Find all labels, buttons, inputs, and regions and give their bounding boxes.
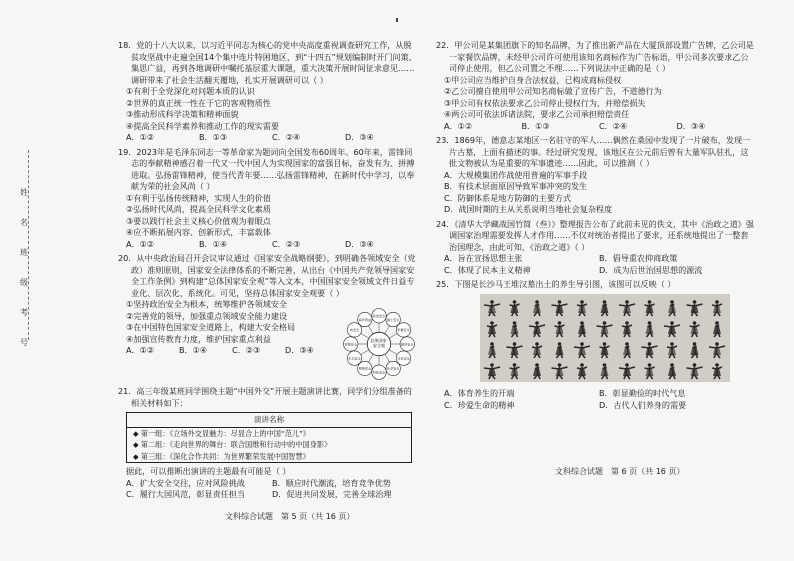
wheel-spoke	[360, 333, 368, 338]
option: ①甲公司应当维护自身合法权益，已构成商标侵权	[444, 74, 622, 85]
answer-choices	[436, 121, 754, 133]
wheel-segment-label: 生态安全	[348, 356, 361, 361]
choice[interactable]: B．彰显勤俭的时代气息	[599, 388, 686, 398]
wheel-center-label: 总体国家 安全观	[370, 338, 387, 348]
wheel-spoke	[385, 354, 390, 362]
choice[interactable]: A．①②	[444, 120, 473, 131]
option: ②完善党的领导，加强重点领域安全能力建设	[126, 310, 288, 321]
choice[interactable]: A．①②	[126, 132, 155, 142]
choice[interactable]: D．③④	[285, 345, 314, 355]
option[interactable]: C．防御体系是地方防御的主要方式	[444, 192, 572, 203]
choice[interactable]: A．体育养生的开端	[444, 388, 515, 398]
choice[interactable]: A．旨在宣扬思想主张	[444, 253, 523, 263]
question-stem: 24．《清华大学藏战国竹简（叁）》整理报告公布了此前未见的佚文，其中《治政之道》强调国家治理需要发挥人才作用……不仅对统治者提出了要求，还系统地提出了一整套治国理念，由此可知，《治政之道》（ ）	[436, 218, 754, 252]
choice[interactable]: D．③④	[345, 132, 374, 142]
answer-choices	[436, 253, 754, 276]
choice[interactable]: B．①③	[521, 120, 550, 131]
page-footer-left: 文科综合试题 第 5 页（共 16 页）	[225, 512, 355, 521]
answer-choices	[118, 345, 338, 357]
speech-table-header: 演讲名称	[127, 413, 411, 428]
wheel-segment-label: 文化安全	[397, 356, 410, 361]
choice[interactable]: A．扩大安全交往，应对风险挑战	[126, 477, 245, 488]
question-20	[118, 253, 418, 383]
wheel-spoke	[360, 350, 368, 355]
speech-table	[126, 412, 412, 463]
question-stem: 23．1869年，德意志某地区一名驻守的军人……偶然在桑园中发现了一片破布，发现一片古墓，上面有描述的事。经过研究发现，该地区在公元前后曾有大量军队驻扎，这批文物被认为是重要的军事遗迹……因此，可以推测（ ）	[436, 135, 751, 168]
option: ①有利于弘扬传统精神，实现人生的价值	[126, 192, 271, 203]
wheel-segment-label: 核安全	[349, 328, 360, 333]
choice[interactable]: D．③④	[345, 238, 374, 249]
option: ③推动形成科学决策和精神面貌	[126, 109, 239, 119]
page-left	[118, 40, 418, 504]
choice[interactable]: B．①④	[199, 238, 228, 249]
option: ②世界的真正统一性在于它的客观物质性	[126, 97, 271, 108]
option: ③要以践行社会主义核心价值观为着眼点	[126, 215, 271, 226]
wheel-spoke	[389, 333, 397, 338]
answer-choices	[436, 388, 754, 411]
choice[interactable]: B．①④	[179, 345, 208, 355]
answer-choices	[118, 478, 418, 501]
option[interactable]: B．有技术层面原因导致军事冲突的发生	[444, 181, 588, 191]
option: ②弘扬时代风尚，提高全民科学文化素质	[126, 204, 271, 214]
choice[interactable]: A．①②	[126, 345, 155, 355]
option: ①有利于全党深化对问题本质的认识	[126, 86, 255, 96]
question-stem: 22．甲公司是某集团旗下的知名品牌，为了推出新产品在大厦顶部设置广告牌，乙公司是一家餐饮品牌，未经甲公司许可使用该知名商标作为广告标语，甲公司多次要求乙公司停止使用，但乙公司置之不理……下列说法中正确的是（ ）	[436, 40, 754, 73]
question-stem: 20．从中央政治局召开会议审议通过《国家安全战略纲要》，到明确各领域安全（党政）准则原则，国家安全法律体系的不断完善，从出台《中国共产党领导国家安全工作条例》到构建“总体国家安全观”等入文本，中国国家安全领域文件日益专业化、层次化、系统化。可见，坚持总体国家安全观要（ ）	[118, 253, 416, 298]
wheel-segment-label: 资源安全	[344, 342, 357, 347]
speech-table-row: ◆ 第一组：《立场外交显魅力：尽显合上的中国“范儿”》	[133, 428, 310, 438]
option: ④提高全民科学素养和推动工作的现实需要	[126, 120, 279, 131]
binding-label: 姓	[20, 188, 28, 197]
wheel-segment-label: 海外利益	[358, 317, 372, 322]
wheel-spoke	[389, 350, 397, 355]
option: ④两公司可依法诉诸法院，要求乙公司承担赔偿责任	[444, 109, 630, 119]
question-23	[436, 135, 754, 216]
page-footer-right: 文科综合试题 第 6 页（共 16 页）	[555, 467, 685, 476]
choice[interactable]: C．珍爱生命的精神	[444, 399, 515, 410]
answer-choices	[118, 239, 418, 251]
wheel-spoke	[368, 325, 373, 333]
wheel-spoke	[368, 354, 373, 362]
question-stem: 21．高三年级某班同学围绕主题“中国外交”开展主题演讲比赛，同学们分组准备的相关材料如下：	[118, 386, 412, 408]
binding-label: 班	[20, 248, 28, 257]
question-stem: 25．下图是长沙马王堆汉墓出土的养生导引图，该图可以反映（ ）	[436, 279, 676, 289]
choice[interactable]: D．促进共同发展，完善全球治理	[272, 489, 392, 499]
choice[interactable]: D．③④	[676, 120, 706, 131]
wheel-segment-label: 经济安全	[401, 342, 414, 347]
question-stem: 19．2023年是毛泽东同志一等革命家为题词向全国发布60周年。60年来，雷锋同志的奉献精神感召着一代又一代中国人为实现国家的富强目标，奋发有为、拼搏进取。弘扬雷锋精神，使当代青年要……弘扬雷锋精神，在新时代中学习，以奉献为荣的社会风尚（ ）	[118, 146, 415, 191]
question-21	[118, 386, 418, 501]
question-20-body	[118, 299, 418, 383]
choice[interactable]: C．②③	[232, 345, 261, 355]
choice[interactable]: C．②③	[272, 238, 301, 249]
option-list	[118, 299, 338, 383]
answer-choices	[118, 132, 418, 144]
choice[interactable]: D．古代人们养身的需要	[599, 399, 687, 410]
option: ②乙公司擅自使用甲公司知名商标做了宣传广告，不道德行为	[444, 86, 662, 96]
binding-label: 级	[20, 278, 28, 287]
question-24	[436, 219, 754, 277]
question-18	[118, 40, 418, 144]
choice[interactable]: C．体现了民本主义精神	[444, 264, 531, 275]
security-wheel-diagram	[340, 305, 418, 383]
choice[interactable]: C．②④	[272, 132, 301, 142]
question-19	[118, 147, 418, 251]
choice[interactable]: B．倡导重农抑商政策	[599, 253, 678, 263]
choice[interactable]: C．②④	[599, 120, 628, 131]
choice[interactable]: B．①③	[199, 132, 228, 142]
wheel-segment-label: 社会安全	[386, 366, 400, 371]
choice[interactable]: A．①②	[126, 238, 155, 249]
wheel-segment-label: 网络安全	[358, 366, 372, 371]
speech-table-row: ◆ 第三组：《深化合作共同：为世界繁荣发展中国智慧》	[133, 451, 310, 461]
wheel-segment-label: 国土安全	[386, 317, 400, 322]
speech-table-row: ◆ 第二组：《走向世界的舞台：联合国维和行动中的中国身影》	[133, 440, 332, 449]
wheel-segment-label: 科技安全	[372, 370, 386, 375]
choice[interactable]: D．成为后世治国思想的源流	[599, 264, 703, 275]
question-ask: 据此，可以推断出演讲的主题最有可能是（ ）	[126, 466, 291, 476]
option: ③在中国特色国家安全道路上，构建大安全格局	[126, 322, 296, 332]
binding-labels	[20, 178, 32, 358]
option: ④加强宣传教育力度，维护国家重点利益	[126, 333, 271, 344]
scan-mark	[396, 18, 398, 22]
choice[interactable]: B．顺应时代潮流，培育竞争优势	[272, 477, 391, 488]
question-22	[436, 40, 754, 132]
question-25	[436, 279, 754, 411]
choice[interactable]: C．履行大国风范，彰显责任担当	[126, 489, 245, 499]
question-stem: 18．党的十八大以来，以习近平同志为核心的党中央高度重视调查研究工作，从脱贫攻坚战中走遍全国14个集中连片特困地区，到“十四五”规划编制时开门问策、集思广益，再到各地调研中嘱托基层重大课题，重大决策开展时间征求意见……调研带来了社会生活翻天覆地，扎实开展调研可以（ ）	[118, 40, 417, 85]
option[interactable]: A．大规模集团作战使用普遍的军事手段	[444, 169, 588, 180]
binding-label: 考号	[20, 308, 28, 347]
wheel-segment-label: 军事安全	[397, 328, 410, 333]
binding-label: 名	[20, 218, 28, 227]
wheel-spoke	[385, 325, 390, 333]
option: ①坚持政治安全为根本，统筹维护各领域安全	[126, 299, 288, 309]
daoyin-figure-image	[480, 294, 730, 382]
option: ③甲公司有权依法要求乙公司停止侵权行为，并赔偿损失	[444, 97, 646, 108]
option[interactable]: D．战国时期的主从关系说明当地社会复杂程度	[444, 204, 613, 214]
option: ④应不断拓展内容、创新形式，丰富载体	[126, 227, 271, 237]
page-right	[436, 40, 754, 414]
wheel-segment-label: 政治安全	[372, 313, 386, 318]
